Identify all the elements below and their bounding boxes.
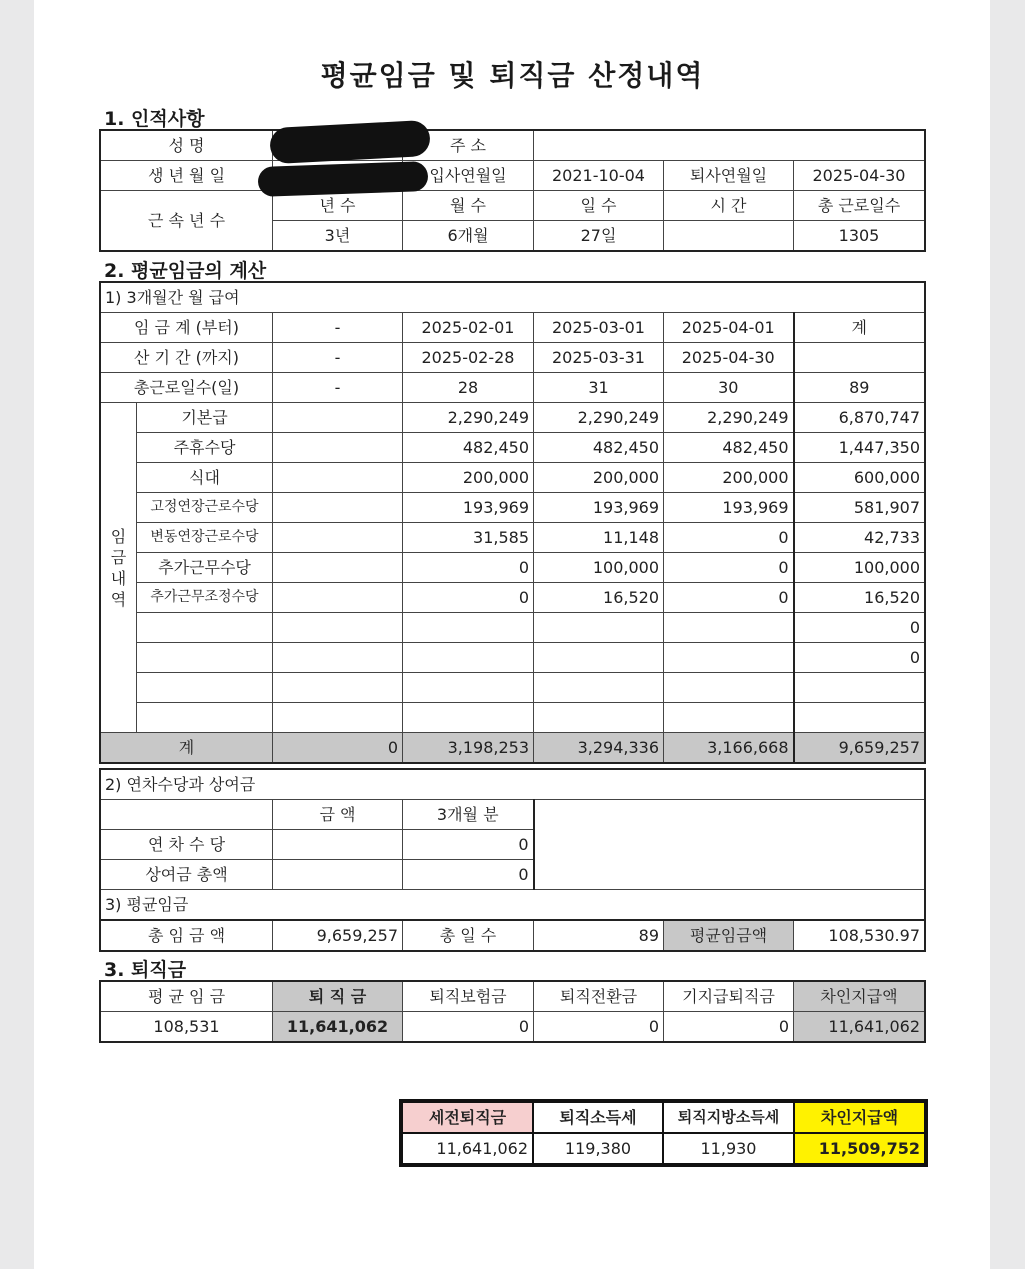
tax-net-value: 11,509,752 [794, 1133, 925, 1164]
period-end-dash: - [273, 343, 403, 373]
wage-item-name: 주휴수당 [137, 433, 273, 463]
retire-date: 2025-04-30 [794, 161, 925, 191]
wage-sum-total: 9,659,257 [794, 733, 925, 763]
birth-label: 생 년 월 일 [101, 161, 273, 191]
bonus-total-amount [273, 860, 403, 890]
months-value: 6개월 [403, 221, 534, 251]
total-days-label: 총 근로일수 [794, 191, 925, 221]
wage-item-total: 1,447,350 [794, 433, 925, 463]
wage-item-name [137, 673, 273, 703]
section-heading-average-wage: 2. 평균임금의 계산 [104, 260, 267, 282]
wage-item-m1: 2,290,249 [403, 403, 534, 433]
address-value [534, 131, 925, 161]
total-days-value: 1305 [794, 221, 925, 251]
wage-item-name: 변동연장근로수당 [137, 523, 273, 553]
income-tax-value: 119,380 [533, 1133, 663, 1164]
period-end-label: 산 기 간 (까지) [101, 343, 273, 373]
average-wage-table [100, 920, 925, 951]
address-label: 주 소 [403, 131, 534, 161]
wage-item-row [101, 643, 925, 673]
wage-item-row [101, 613, 925, 643]
wage-item-pre [273, 613, 403, 643]
wage-item-m2: 193,969 [534, 493, 664, 523]
wage-item-pre [273, 493, 403, 523]
workdays-m2: 31 [534, 373, 664, 403]
period-start-m3: 2025-04-01 [664, 313, 794, 343]
wage-item-m1: 193,969 [403, 493, 534, 523]
period-start-m2: 2025-03-01 [534, 313, 664, 343]
wage-item-m2: 100,000 [534, 553, 664, 583]
sev-paid-value: 0 [664, 1012, 794, 1042]
total-wage-value: 9,659,257 [273, 921, 403, 951]
wage-item-m3: 2,290,249 [664, 403, 794, 433]
sev-paid-label: 기지급퇴직금 [664, 982, 794, 1012]
subsection-monthly-wage: 1) 3개월간 월 급여 [101, 283, 925, 313]
period-end-m1: 2025-02-28 [403, 343, 534, 373]
wage-item-name: 추가근무수당 [137, 553, 273, 583]
sev-avg-value: 108,531 [101, 1012, 273, 1042]
period-start-m1: 2025-02-01 [403, 313, 534, 343]
wage-item-m2: 200,000 [534, 463, 664, 493]
hire-date: 2021-10-04 [534, 161, 664, 191]
wage-item-m2: 2,290,249 [534, 403, 664, 433]
tenure-label: 근 속 년 수 [101, 191, 273, 251]
wage-item-m1 [403, 703, 534, 733]
wage-item-total: 0 [794, 643, 925, 673]
wage-item-row [101, 703, 925, 733]
wage-sum-pre: 0 [273, 733, 403, 763]
period-start-dash: - [273, 313, 403, 343]
wage-item-name [137, 613, 273, 643]
wage-item-m3: 200,000 [664, 463, 794, 493]
wage-item-row [101, 553, 925, 583]
bonus-blank-area [534, 800, 925, 890]
wage-item-m3: 0 [664, 553, 794, 583]
wage-item-m2 [534, 643, 664, 673]
pre-tax-label: 세전퇴직금 [402, 1102, 533, 1133]
workdays-m1: 28 [403, 373, 534, 403]
wage-item-pre [273, 673, 403, 703]
wage-item-m3 [664, 613, 794, 643]
wage-item-total: 100,000 [794, 553, 925, 583]
sev-net-value: 11,641,062 [794, 1012, 925, 1042]
wage-item-name [137, 703, 273, 733]
wage-item-name [137, 643, 273, 673]
wage-sum-row [101, 733, 925, 763]
months-label: 월 수 [403, 191, 534, 221]
bonus-total-three-month: 0 [403, 860, 534, 890]
workdays-total: 89 [794, 373, 925, 403]
tax-net-label: 차인지급액 [794, 1102, 925, 1133]
workdays-m3: 30 [664, 373, 794, 403]
name-label: 성 명 [101, 131, 273, 161]
income-tax-label: 퇴직소득세 [533, 1102, 663, 1133]
wage-item-total: 0 [794, 613, 925, 643]
annual-leave-amount [273, 830, 403, 860]
retire-label: 퇴사연월일 [664, 161, 794, 191]
workdays-label: 총근로일수(일) [101, 373, 273, 403]
wage-item-pre [273, 463, 403, 493]
hours-value [664, 221, 794, 251]
wage-item-row [101, 673, 925, 703]
wage-item-m2 [534, 673, 664, 703]
period-start-label: 임 금 계 (부터) [101, 313, 273, 343]
sev-conversion-label: 퇴직전환금 [534, 982, 664, 1012]
wage-item-m1: 200,000 [403, 463, 534, 493]
personal-info-table [100, 130, 925, 251]
total-days-label: 총 일 수 [403, 921, 534, 951]
wage-item-name: 추가근무조정수당 [137, 583, 273, 613]
wage-item-m2 [534, 613, 664, 643]
years-value: 3년 [273, 221, 403, 251]
bonus-total-label: 상여금 총액 [101, 860, 273, 890]
annual-leave-label: 연 차 수 당 [101, 830, 273, 860]
wage-item-m1: 0 [403, 553, 534, 583]
wage-item-pre [273, 553, 403, 583]
pre-tax-value: 11,641,062 [402, 1133, 533, 1164]
wage-item-m3: 0 [664, 583, 794, 613]
wage-item-m3 [664, 643, 794, 673]
severance-table [100, 981, 925, 1042]
wage-item-m2: 482,450 [534, 433, 664, 463]
wage-item-pre [273, 403, 403, 433]
period-end-m2: 2025-03-31 [534, 343, 664, 373]
sev-insurance-value: 0 [403, 1012, 534, 1042]
wage-item-pre [273, 433, 403, 463]
wage-item-pre [273, 583, 403, 613]
wage-item-m2: 11,148 [534, 523, 664, 553]
section-heading-personal: 1. 인적사항 [104, 108, 205, 130]
subsection-average-wage: 3) 평균임금 [101, 890, 925, 920]
total-days-value: 89 [534, 921, 664, 951]
sev-conversion-value: 0 [534, 1012, 664, 1042]
wage-item-total [794, 673, 925, 703]
wage-item-m1 [403, 613, 534, 643]
wage-item-m1: 0 [403, 583, 534, 613]
wage-item-pre [273, 523, 403, 553]
local-tax-value: 11,930 [663, 1133, 794, 1164]
wage-item-m2 [534, 703, 664, 733]
wage-item-total [794, 703, 925, 733]
wage-breakdown-side-label: 임 금 내 역 [101, 403, 137, 733]
document-title: 평균임금 및 퇴직금 산정내역 [320, 59, 705, 92]
wage-item-m3: 482,450 [664, 433, 794, 463]
wage-item-row [101, 403, 925, 433]
wage-item-total: 600,000 [794, 463, 925, 493]
days-value: 27일 [534, 221, 664, 251]
wage-item-m3: 193,969 [664, 493, 794, 523]
wage-item-row [101, 523, 925, 553]
wage-item-total: 6,870,747 [794, 403, 925, 433]
wage-sum-m2: 3,294,336 [534, 733, 664, 763]
subsection-bonus: 2) 연차수당과 상여금 [101, 770, 925, 800]
wage-item-pre [273, 703, 403, 733]
wage-item-name: 고정연장근로수당 [137, 493, 273, 523]
wage-item-row [101, 583, 925, 613]
wage-item-m3 [664, 703, 794, 733]
wage-item-row [101, 463, 925, 493]
wage-item-row [101, 493, 925, 523]
average-wage-value: 108,530.97 [794, 921, 925, 951]
wage-item-name: 기본급 [137, 403, 273, 433]
monthly-wage-table [100, 282, 925, 763]
wage-item-row [101, 433, 925, 463]
wage-item-total: 16,520 [794, 583, 925, 613]
average-wage-label: 평균임금액 [664, 921, 794, 951]
wage-item-total: 42,733 [794, 523, 925, 553]
bonus-header-blank [101, 800, 273, 830]
hire-label: 입사연월일 [403, 161, 534, 191]
sev-insurance-label: 퇴직보험금 [403, 982, 534, 1012]
wage-item-pre [273, 643, 403, 673]
bonus-three-month-label: 3개월 분 [403, 800, 534, 830]
wage-item-m2: 16,520 [534, 583, 664, 613]
wage-item-m1: 31,585 [403, 523, 534, 553]
wage-item-m3 [664, 673, 794, 703]
tax-summary-table [401, 1101, 926, 1165]
days-label: 일 수 [534, 191, 664, 221]
section-heading-severance: 3. 퇴직금 [104, 959, 187, 981]
wage-sum-label: 계 [101, 733, 273, 763]
period-end-m3: 2025-04-30 [664, 343, 794, 373]
bonus-table [100, 769, 925, 920]
sev-label: 퇴 직 금 [273, 982, 403, 1012]
wage-item-m1 [403, 643, 534, 673]
wage-sum-m3: 3,166,668 [664, 733, 794, 763]
wage-item-m3: 0 [664, 523, 794, 553]
total-wage-label: 총 임 금 액 [101, 921, 273, 951]
hours-label: 시 간 [664, 191, 794, 221]
sev-value: 11,641,062 [273, 1012, 403, 1042]
wage-item-total: 581,907 [794, 493, 925, 523]
bonus-amount-label: 금 액 [273, 800, 403, 830]
wage-item-name: 식대 [137, 463, 273, 493]
annual-leave-three-month: 0 [403, 830, 534, 860]
sev-avg-label: 평 균 임 금 [101, 982, 273, 1012]
wage-item-m1 [403, 673, 534, 703]
local-tax-label: 퇴직지방소득세 [663, 1102, 794, 1133]
wage-sum-m1: 3,198,253 [403, 733, 534, 763]
years-label: 년 수 [273, 191, 403, 221]
redaction-mark-birth [258, 161, 429, 197]
sev-net-label: 차인지급액 [794, 982, 925, 1012]
wage-item-m1: 482,450 [403, 433, 534, 463]
total-column-label: 계 [794, 313, 925, 343]
period-end-total [794, 343, 925, 373]
workdays-dash: - [273, 373, 403, 403]
